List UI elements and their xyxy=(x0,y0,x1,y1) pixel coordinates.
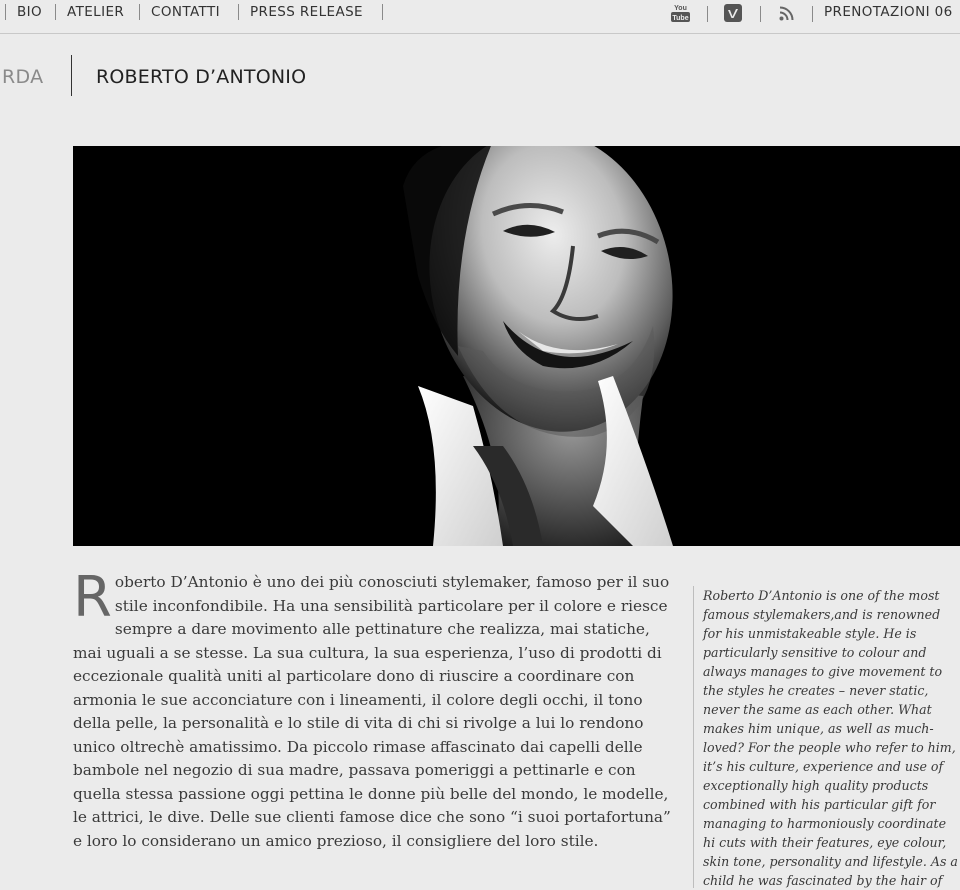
nav-separator xyxy=(707,6,708,22)
youtube-icon[interactable] xyxy=(670,3,691,23)
nav-separator xyxy=(382,4,383,20)
header-divider xyxy=(71,55,72,96)
nav-separator xyxy=(760,6,761,22)
nav-item-press-release[interactable]: PRESS RELEASE xyxy=(250,4,363,20)
portrait-illustration xyxy=(73,146,960,546)
svg-text:Tube: Tube xyxy=(672,15,689,22)
drop-cap: R xyxy=(73,565,112,630)
biography-english: Roberto D’Antonio is one of the most famous stylemakers,and is renowned for his unmistakeable style. He is particularly sensitive to colour and always manages to give movement to the styles he creates – never static, never the same as each other. What makes him unique, as well as much-loved? For the people who refer to him, it’s his culture, experience and use of exceptionally high quality products combined with his particular gift for managing to harmoniously coordinate hi cuts with their features, eye colour, skin tone, personality and lifestyle. As a child he was fascinated by the hair of xyxy=(703,588,958,888)
portrait-photo xyxy=(73,146,960,546)
column-divider xyxy=(693,586,694,888)
booking-link[interactable]: PRENOTAZIONI 06 xyxy=(824,4,953,20)
vimeo-icon[interactable] xyxy=(724,4,742,22)
nav-item-atelier[interactable]: ATELIER xyxy=(67,4,125,20)
nav-separator xyxy=(55,4,56,20)
biography-italian-text: oberto D’Antonio è uno dei più conosciuti stylemaker, famoso per il suo stile inconfondibile. Ha una sensibilità particolare per il colore e riesce sempre a dare movimento alle pettinature che realizza, mai statiche, mai uguali a se stesse. La sua cultura, la sua esperienza, l’uso di prodotti di eccezionale qualità uniti al particolare dono di riuscire a coordinare con armonia le sue acconciature con i lineamenti, il colore degli occhi, il tono della pelle, la personalità e lo stile di vita di chi si rivolge a lui lo rendono unico oltrechè amatissimo. Da piccolo rimase affascinato dai capelli delle bambole nel negozio di sua madre, passava pomeriggi a pettinarle e con quella stessa passione oggi pettina le donne più belle del mondo, le modelle, le attrici, le dive. Delle sue clienti famose dice che sono “i suoi portafortuna” e loro lo considerano un amico prezioso, il consigliere del loro stile. xyxy=(73,573,671,850)
svg-text:You: You xyxy=(674,5,687,12)
nav-separator xyxy=(139,4,140,20)
rss-icon[interactable] xyxy=(779,6,794,21)
page-title: ROBERTO D’ANTONIO xyxy=(96,66,307,88)
nav-item-contatti[interactable]: CONTATTI xyxy=(151,4,220,20)
biography-italian xyxy=(73,565,683,853)
nav-item-bio[interactable]: BIO xyxy=(17,4,43,20)
nav-separator xyxy=(5,4,6,20)
nav-separator xyxy=(812,6,813,22)
brand-logo[interactable]: RDA xyxy=(2,66,44,88)
nav-separator xyxy=(238,4,239,20)
top-navigation xyxy=(0,0,960,34)
